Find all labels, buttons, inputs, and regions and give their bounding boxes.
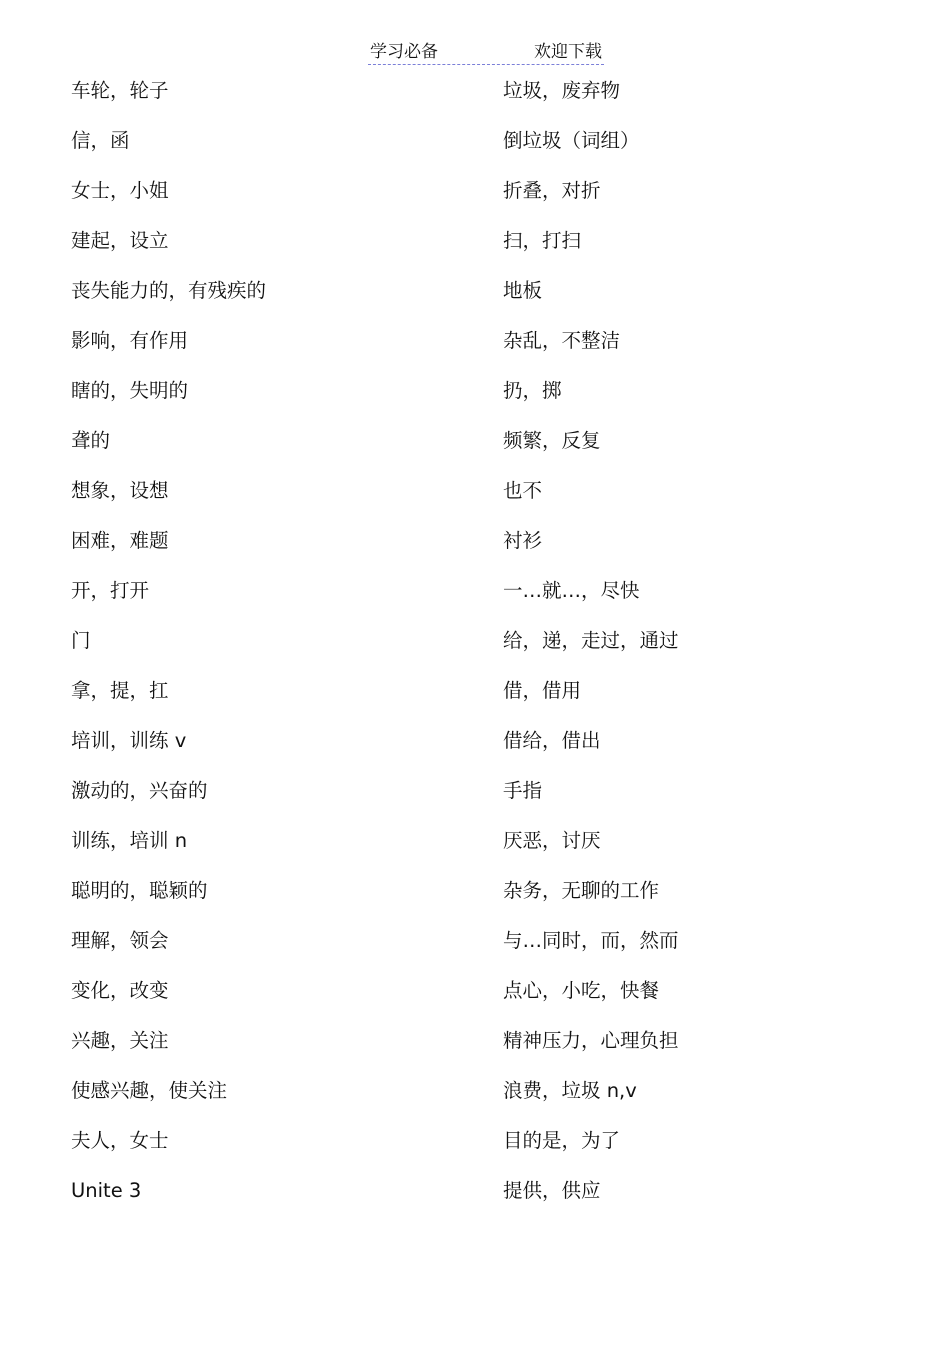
list-item: 聋的 [71,429,111,452]
list-item: 信，函 [71,129,130,152]
header-right-text: 欢迎下载 [534,42,602,62]
list-item: 女士，小姐 [71,179,169,202]
list-item: 借给，借出 [503,729,601,752]
page-header [368,40,604,65]
list-item: 兴趣，关注 [71,1029,169,1052]
list-item: 点心，小吃，快餐 [503,979,660,1002]
list-item: 使感兴趣，使关注 [71,1079,228,1102]
right-vocabulary-column [503,74,883,1224]
list-item: 浪费，垃圾 n,v [503,1079,637,1102]
list-item: 频繁，反复 [503,429,601,452]
list-item: 垃圾，废弃物 [503,79,621,102]
list-item: 手指 [503,779,543,802]
section-heading-unit-3: Unite 3 [71,1179,142,1202]
list-item: 想象，设想 [71,479,169,502]
list-item: 与…同时，而，然而 [503,929,679,952]
list-item: 杂乱，不整洁 [503,329,621,352]
list-item: 门 [71,629,91,652]
list-item: 夫人，女士 [71,1129,169,1152]
list-item: 聪明的，聪颖的 [71,879,208,902]
list-item: 建起，设立 [71,229,169,252]
header-left-text: 学习必备 [370,42,438,62]
list-item: 扔，掷 [503,379,562,402]
list-item: 地板 [503,279,543,302]
list-item: 激动的，兴奋的 [71,779,208,802]
list-item: 变化，改变 [71,979,169,1002]
list-item: 精神压力，心理负担 [503,1029,679,1052]
list-item: 目的是，为了 [503,1129,621,1152]
list-item: 理解，领会 [71,929,169,952]
list-item: 倒垃圾（词组） [503,129,640,152]
list-item: 拿，提，扛 [71,679,169,702]
list-item: 培训，训练 v [71,729,187,752]
list-item: 衬衫 [503,529,543,552]
list-item: 车轮，轮子 [71,79,169,102]
list-item: 提供，供应 [503,1179,601,1202]
list-item: 一…就…，尽快 [503,579,640,602]
list-item: 困难，难题 [71,529,169,552]
list-item: 也不 [503,479,543,502]
list-item: 给，递，走过，通过 [503,629,679,652]
list-item: 折叠，对折 [503,179,601,202]
list-item: 训练，培训 n [71,829,188,852]
list-item: 厌恶，讨厌 [503,829,601,852]
list-item: 丧失能力的，有残疾的 [71,279,267,302]
list-item: 扫，打扫 [503,229,582,252]
left-vocabulary-column [71,74,451,1224]
list-item: 杂务，无聊的工作 [503,879,660,902]
list-item: 影响，有作用 [71,329,189,352]
list-item: 瞎的，失明的 [71,379,189,402]
list-item: 开，打开 [71,579,150,602]
list-item: 借，借用 [503,679,582,702]
